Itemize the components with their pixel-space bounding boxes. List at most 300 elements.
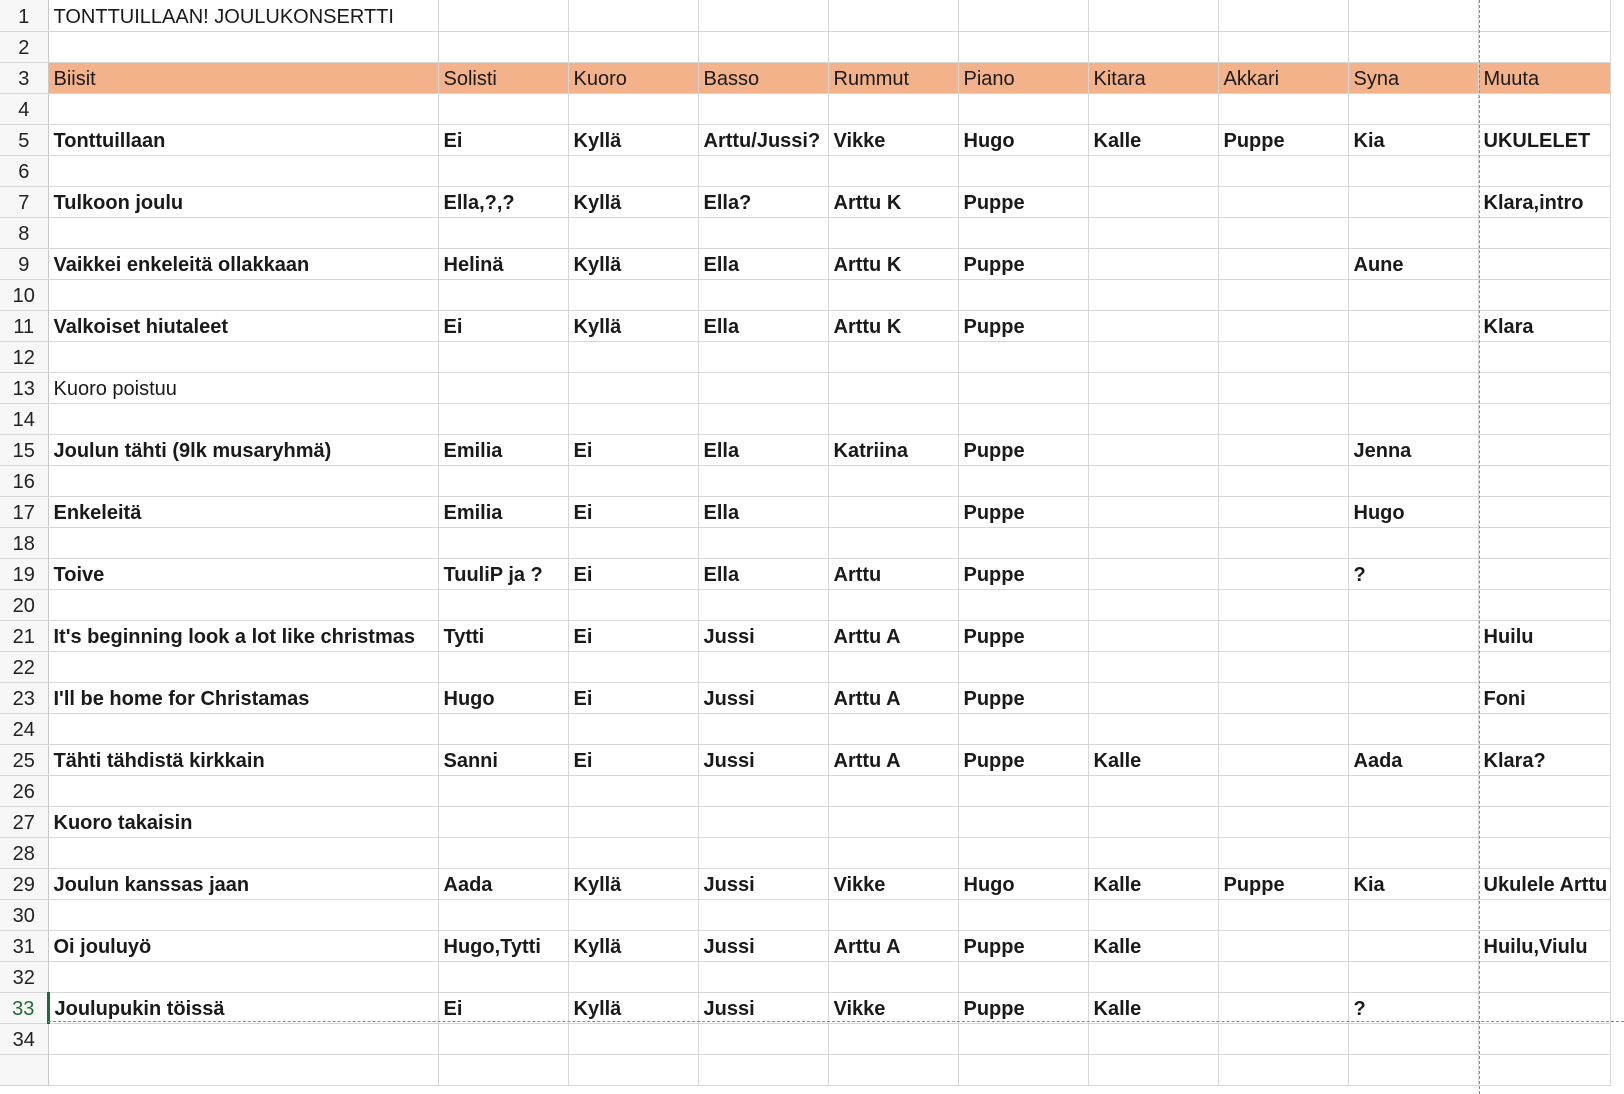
row-number[interactable]: 27 <box>0 806 48 837</box>
sheet-cell[interactable] <box>438 527 568 558</box>
sheet-cell[interactable] <box>828 155 958 186</box>
sheet-cell[interactable] <box>568 0 698 31</box>
row-number[interactable]: 22 <box>0 651 48 682</box>
sheet-cell[interactable] <box>438 31 568 62</box>
sheet-cell[interactable]: Vikke <box>828 124 958 155</box>
sheet-cell[interactable] <box>1218 0 1348 31</box>
sheet-cell[interactable] <box>958 217 1088 248</box>
sheet-cell[interactable] <box>568 527 698 558</box>
sheet-cell[interactable] <box>1348 310 1478 341</box>
song-cell[interactable]: Enkeleitä <box>48 496 438 527</box>
sheet-cell[interactable] <box>1478 1054 1610 1085</box>
song-cell[interactable] <box>48 713 438 744</box>
sheet-cell[interactable] <box>828 1023 958 1054</box>
sheet-cell[interactable]: Jussi <box>698 682 828 713</box>
song-cell[interactable] <box>48 775 438 806</box>
row-number[interactable]: 23 <box>0 682 48 713</box>
sheet-cell[interactable]: Muuta <box>1478 62 1610 93</box>
sheet-cell[interactable] <box>1218 279 1348 310</box>
song-cell[interactable] <box>48 1054 438 1085</box>
sheet-cell[interactable] <box>1088 0 1218 31</box>
sheet-cell[interactable] <box>1478 806 1610 837</box>
song-cell[interactable]: Biisit <box>48 62 438 93</box>
sheet-cell[interactable] <box>1348 806 1478 837</box>
sheet-cell[interactable] <box>1478 651 1610 682</box>
song-cell[interactable] <box>48 1023 438 1054</box>
sheet-cell[interactable]: Ukulele Arttu <box>1478 868 1610 899</box>
sheet-cell[interactable] <box>568 403 698 434</box>
row-number[interactable]: 24 <box>0 713 48 744</box>
sheet-cell[interactable]: Puppe <box>1218 868 1348 899</box>
sheet-cell[interactable]: UKULELET <box>1478 124 1610 155</box>
sheet-cell[interactable]: Klara <box>1478 310 1610 341</box>
sheet-cell[interactable] <box>1478 775 1610 806</box>
sheet-cell[interactable]: Kyllä <box>568 992 698 1023</box>
sheet-cell[interactable] <box>1348 930 1478 961</box>
song-cell[interactable]: Valkoiset hiutaleet <box>48 310 438 341</box>
song-cell[interactable] <box>48 837 438 868</box>
sheet-cell[interactable] <box>1478 713 1610 744</box>
sheet-cell[interactable] <box>1088 1023 1218 1054</box>
sheet-cell[interactable] <box>1218 992 1348 1023</box>
sheet-cell[interactable]: Rummut <box>828 62 958 93</box>
song-cell[interactable] <box>48 961 438 992</box>
sheet-cell[interactable]: Kyllä <box>568 124 698 155</box>
sheet-cell[interactable] <box>1478 434 1610 465</box>
sheet-cell[interactable] <box>1478 837 1610 868</box>
sheet-cell[interactable] <box>438 713 568 744</box>
row-number[interactable]: 2 <box>0 31 48 62</box>
sheet-cell[interactable]: Kalle <box>1088 992 1218 1023</box>
sheet-cell[interactable]: Katriina <box>828 434 958 465</box>
song-cell[interactable]: Joulun kanssas jaan <box>48 868 438 899</box>
sheet-cell[interactable] <box>1218 589 1348 620</box>
sheet-cell[interactable]: ? <box>1348 558 1478 589</box>
sheet-cell[interactable]: Puppe <box>958 558 1088 589</box>
sheet-cell[interactable] <box>1348 1054 1478 1085</box>
sheet-cell[interactable] <box>1478 961 1610 992</box>
sheet-cell[interactable] <box>438 961 568 992</box>
sheet-cell[interactable]: Emilia <box>438 434 568 465</box>
sheet-cell[interactable] <box>1088 651 1218 682</box>
row-number[interactable]: 5 <box>0 124 48 155</box>
sheet-cell[interactable] <box>1088 186 1218 217</box>
sheet-cell[interactable] <box>1218 186 1348 217</box>
sheet-cell[interactable] <box>1088 496 1218 527</box>
sheet-cell[interactable] <box>1088 372 1218 403</box>
sheet-cell[interactable] <box>438 341 568 372</box>
sheet-cell[interactable]: Jussi <box>698 930 828 961</box>
sheet-cell[interactable] <box>568 155 698 186</box>
sheet-cell[interactable] <box>568 341 698 372</box>
sheet-cell[interactable] <box>828 217 958 248</box>
sheet-cell[interactable] <box>698 372 828 403</box>
sheet-cell[interactable] <box>1478 558 1610 589</box>
sheet-cell[interactable] <box>1088 682 1218 713</box>
sheet-cell[interactable] <box>828 589 958 620</box>
sheet-cell[interactable] <box>1218 248 1348 279</box>
sheet-cell[interactable] <box>1348 682 1478 713</box>
sheet-cell[interactable] <box>1088 558 1218 589</box>
sheet-cell[interactable]: Huilu <box>1478 620 1610 651</box>
sheet-cell[interactable] <box>1088 465 1218 496</box>
sheet-cell[interactable] <box>1348 31 1478 62</box>
sheet-cell[interactable] <box>568 589 698 620</box>
sheet-cell[interactable] <box>958 899 1088 930</box>
sheet-cell[interactable] <box>828 837 958 868</box>
sheet-cell[interactable] <box>1088 310 1218 341</box>
sheet-cell[interactable] <box>698 465 828 496</box>
sheet-cell[interactable] <box>438 0 568 31</box>
song-cell[interactable] <box>48 403 438 434</box>
sheet-cell[interactable] <box>1348 1023 1478 1054</box>
sheet-cell[interactable] <box>438 806 568 837</box>
song-cell[interactable]: Joulupukin töissä <box>48 992 438 1023</box>
sheet-cell[interactable] <box>1218 496 1348 527</box>
sheet-cell[interactable]: Ei <box>438 310 568 341</box>
song-cell[interactable] <box>48 589 438 620</box>
song-cell[interactable] <box>48 155 438 186</box>
sheet-cell[interactable] <box>1478 372 1610 403</box>
sheet-cell[interactable]: Puppe <box>958 186 1088 217</box>
sheet-cell[interactable]: TuuliP ja ? <box>438 558 568 589</box>
sheet-cell[interactable] <box>958 775 1088 806</box>
sheet-cell[interactable] <box>698 775 828 806</box>
sheet-cell[interactable] <box>438 465 568 496</box>
sheet-cell[interactable]: Jussi <box>698 620 828 651</box>
sheet-cell[interactable] <box>1348 341 1478 372</box>
sheet-cell[interactable] <box>1218 372 1348 403</box>
row-number[interactable]: 26 <box>0 775 48 806</box>
sheet-cell[interactable]: Ella <box>698 310 828 341</box>
sheet-cell[interactable] <box>958 961 1088 992</box>
sheet-cell[interactable] <box>1088 403 1218 434</box>
sheet-cell[interactable] <box>1088 713 1218 744</box>
sheet-cell[interactable]: Ei <box>568 620 698 651</box>
sheet-cell[interactable] <box>438 217 568 248</box>
row-number[interactable]: 4 <box>0 93 48 124</box>
sheet-cell[interactable]: Ei <box>568 682 698 713</box>
sheet-cell[interactable] <box>1478 899 1610 930</box>
song-cell[interactable]: Joulun tähti (9lk musaryhmä) <box>48 434 438 465</box>
sheet-cell[interactable] <box>698 837 828 868</box>
sheet-cell[interactable]: Jussi <box>698 992 828 1023</box>
sheet-cell[interactable]: Solisti <box>438 62 568 93</box>
row-number[interactable]: 17 <box>0 496 48 527</box>
sheet-cell[interactable] <box>1348 837 1478 868</box>
song-cell[interactable] <box>48 31 438 62</box>
sheet-cell[interactable] <box>438 837 568 868</box>
row-number[interactable]: 21 <box>0 620 48 651</box>
sheet-cell[interactable] <box>1218 837 1348 868</box>
sheet-cell[interactable] <box>568 1023 698 1054</box>
sheet-cell[interactable] <box>1218 930 1348 961</box>
sheet-cell[interactable]: Kia <box>1348 124 1478 155</box>
song-cell[interactable]: TONTTUILLAAN! JOULUKONSERTTI <box>48 0 438 31</box>
song-cell[interactable]: Tonttuillaan <box>48 124 438 155</box>
row-number[interactable]: 20 <box>0 589 48 620</box>
sheet-cell[interactable]: Jussi <box>698 868 828 899</box>
sheet-cell[interactable]: Ei <box>568 744 698 775</box>
sheet-cell[interactable] <box>828 341 958 372</box>
sheet-cell[interactable]: Kyllä <box>568 868 698 899</box>
sheet-cell[interactable] <box>698 279 828 310</box>
sheet-cell[interactable] <box>568 279 698 310</box>
sheet-cell[interactable] <box>568 775 698 806</box>
song-cell[interactable] <box>48 217 438 248</box>
sheet-cell[interactable]: Puppe <box>958 496 1088 527</box>
sheet-cell[interactable]: Vikke <box>828 868 958 899</box>
row-number[interactable]: 25 <box>0 744 48 775</box>
sheet-cell[interactable] <box>1218 1054 1348 1085</box>
sheet-cell[interactable] <box>438 279 568 310</box>
sheet-cell[interactable] <box>1348 217 1478 248</box>
sheet-cell[interactable] <box>438 651 568 682</box>
sheet-cell[interactable]: Puppe <box>958 992 1088 1023</box>
row-number[interactable]: 28 <box>0 837 48 868</box>
sheet-cell[interactable] <box>568 31 698 62</box>
sheet-cell[interactable]: Arttu K <box>828 186 958 217</box>
sheet-cell[interactable]: Hugo <box>958 868 1088 899</box>
sheet-cell[interactable]: Ella <box>698 496 828 527</box>
sheet-cell[interactable] <box>1478 496 1610 527</box>
sheet-cell[interactable] <box>958 341 1088 372</box>
sheet-cell[interactable] <box>828 651 958 682</box>
sheet-cell[interactable] <box>1478 93 1610 124</box>
row-number[interactable]: 13 <box>0 372 48 403</box>
sheet-cell[interactable]: Kia <box>1348 868 1478 899</box>
sheet-cell[interactable]: Huilu,Viulu <box>1478 930 1610 961</box>
sheet-cell[interactable]: Ella <box>698 558 828 589</box>
sheet-cell[interactable]: Kyllä <box>568 186 698 217</box>
row-number[interactable] <box>0 1054 48 1085</box>
sheet-cell[interactable]: Kitara <box>1088 62 1218 93</box>
row-number[interactable]: 10 <box>0 279 48 310</box>
sheet-cell[interactable]: ? <box>1348 992 1478 1023</box>
sheet-cell[interactable] <box>1088 341 1218 372</box>
sheet-cell[interactable]: Ei <box>438 124 568 155</box>
sheet-cell[interactable]: Arttu K <box>828 310 958 341</box>
sheet-cell[interactable] <box>1088 961 1218 992</box>
row-number[interactable]: 8 <box>0 217 48 248</box>
sheet-cell[interactable]: Ella <box>698 434 828 465</box>
sheet-cell[interactable]: Puppe <box>1218 124 1348 155</box>
sheet-cell[interactable] <box>1088 217 1218 248</box>
sheet-cell[interactable]: Tytti <box>438 620 568 651</box>
row-number[interactable]: 12 <box>0 341 48 372</box>
sheet-cell[interactable] <box>438 589 568 620</box>
sheet-cell[interactable] <box>698 31 828 62</box>
sheet-cell[interactable]: Sanni <box>438 744 568 775</box>
sheet-cell[interactable]: Arttu A <box>828 744 958 775</box>
row-number[interactable]: 7 <box>0 186 48 217</box>
sheet-cell[interactable] <box>958 837 1088 868</box>
sheet-cell[interactable] <box>1478 217 1610 248</box>
sheet-cell[interactable] <box>1088 279 1218 310</box>
sheet-cell[interactable] <box>568 899 698 930</box>
sheet-cell[interactable] <box>958 527 1088 558</box>
sheet-cell[interactable] <box>698 1023 828 1054</box>
song-cell[interactable]: It's beginning look a lot like christmas <box>48 620 438 651</box>
sheet-cell[interactable] <box>828 279 958 310</box>
song-cell[interactable] <box>48 341 438 372</box>
sheet-cell[interactable] <box>1218 651 1348 682</box>
sheet-cell[interactable]: Basso <box>698 62 828 93</box>
sheet-cell[interactable]: Emilia <box>438 496 568 527</box>
row-number[interactable]: 16 <box>0 465 48 496</box>
sheet-cell[interactable]: Klara? <box>1478 744 1610 775</box>
sheet-cell[interactable] <box>828 496 958 527</box>
sheet-cell[interactable] <box>698 341 828 372</box>
sheet-cell[interactable] <box>1348 651 1478 682</box>
sheet-cell[interactable] <box>1348 961 1478 992</box>
row-number[interactable]: 31 <box>0 930 48 961</box>
sheet-cell[interactable] <box>1478 279 1610 310</box>
sheet-cell[interactable] <box>1088 31 1218 62</box>
sheet-cell[interactable] <box>958 651 1088 682</box>
sheet-cell[interactable] <box>568 806 698 837</box>
song-cell[interactable]: Tulkoon joulu <box>48 186 438 217</box>
sheet-cell[interactable] <box>828 465 958 496</box>
sheet-cell[interactable]: Puppe <box>958 682 1088 713</box>
sheet-cell[interactable]: Ella <box>698 248 828 279</box>
sheet-cell[interactable]: Puppe <box>958 620 1088 651</box>
sheet-cell[interactable]: Klara,intro <box>1478 186 1610 217</box>
sheet-cell[interactable]: Puppe <box>958 930 1088 961</box>
sheet-cell[interactable] <box>438 93 568 124</box>
song-cell[interactable]: Toive <box>48 558 438 589</box>
sheet-cell[interactable] <box>438 372 568 403</box>
sheet-cell[interactable] <box>958 372 1088 403</box>
sheet-cell[interactable]: Kyllä <box>568 248 698 279</box>
sheet-cell[interactable] <box>438 403 568 434</box>
sheet-cell[interactable] <box>698 1054 828 1085</box>
sheet-cell[interactable] <box>438 1054 568 1085</box>
sheet-cell[interactable] <box>1348 713 1478 744</box>
song-cell[interactable]: Tähti tähdistä kirkkain <box>48 744 438 775</box>
sheet-cell[interactable] <box>958 155 1088 186</box>
row-number[interactable]: 34 <box>0 1023 48 1054</box>
sheet-cell[interactable]: Foni <box>1478 682 1610 713</box>
sheet-cell[interactable] <box>1218 93 1348 124</box>
sheet-cell[interactable] <box>698 155 828 186</box>
song-cell[interactable] <box>48 93 438 124</box>
sheet-cell[interactable] <box>828 899 958 930</box>
sheet-cell[interactable] <box>828 31 958 62</box>
sheet-cell[interactable] <box>1478 341 1610 372</box>
sheet-cell[interactable] <box>1478 155 1610 186</box>
sheet-cell[interactable]: Kuoro <box>568 62 698 93</box>
song-cell[interactable] <box>48 527 438 558</box>
sheet-cell[interactable] <box>958 1054 1088 1085</box>
sheet-cell[interactable] <box>698 93 828 124</box>
song-cell[interactable]: Oi jouluyö <box>48 930 438 961</box>
sheet-cell[interactable]: Arttu <box>828 558 958 589</box>
sheet-cell[interactable]: Kyllä <box>568 310 698 341</box>
sheet-cell[interactable] <box>828 961 958 992</box>
sheet-cell[interactable] <box>958 465 1088 496</box>
sheet-cell[interactable] <box>568 1054 698 1085</box>
sheet-cell[interactable] <box>1348 155 1478 186</box>
sheet-cell[interactable] <box>1218 1023 1348 1054</box>
sheet-cell[interactable] <box>958 589 1088 620</box>
song-cell[interactable]: Kuoro poistuu <box>48 372 438 403</box>
sheet-cell[interactable]: Helinä <box>438 248 568 279</box>
sheet-cell[interactable] <box>1348 465 1478 496</box>
song-cell[interactable] <box>48 465 438 496</box>
sheet-cell[interactable] <box>1218 434 1348 465</box>
sheet-cell[interactable] <box>1218 310 1348 341</box>
sheet-cell[interactable] <box>1348 527 1478 558</box>
sheet-cell[interactable] <box>698 899 828 930</box>
sheet-cell[interactable] <box>958 0 1088 31</box>
sheet-cell[interactable] <box>698 217 828 248</box>
sheet-cell[interactable] <box>1478 0 1610 31</box>
song-cell[interactable]: I'll be home for Christamas <box>48 682 438 713</box>
sheet-cell[interactable]: Aada <box>438 868 568 899</box>
sheet-cell[interactable] <box>828 0 958 31</box>
sheet-cell[interactable] <box>1218 744 1348 775</box>
row-number[interactable]: 9 <box>0 248 48 279</box>
sheet-cell[interactable] <box>1218 31 1348 62</box>
row-number[interactable]: 6 <box>0 155 48 186</box>
sheet-cell[interactable] <box>698 651 828 682</box>
sheet-cell[interactable]: Kalle <box>1088 868 1218 899</box>
row-number[interactable]: 33 <box>0 992 48 1023</box>
song-cell[interactable] <box>48 651 438 682</box>
sheet-cell[interactable]: Puppe <box>958 744 1088 775</box>
sheet-cell[interactable]: Puppe <box>958 310 1088 341</box>
sheet-cell[interactable] <box>1218 620 1348 651</box>
sheet-cell[interactable] <box>1088 837 1218 868</box>
sheet-cell[interactable] <box>568 837 698 868</box>
sheet-cell[interactable] <box>1478 31 1610 62</box>
song-cell[interactable] <box>48 899 438 930</box>
sheet-cell[interactable] <box>1348 620 1478 651</box>
sheet-cell[interactable] <box>1348 899 1478 930</box>
sheet-cell[interactable] <box>1088 155 1218 186</box>
sheet-cell[interactable] <box>828 527 958 558</box>
sheet-cell[interactable] <box>1218 527 1348 558</box>
sheet-cell[interactable] <box>698 713 828 744</box>
sheet-cell[interactable] <box>1218 806 1348 837</box>
song-cell[interactable]: Vaikkei enkeleitä ollakkaan <box>48 248 438 279</box>
sheet-cell[interactable] <box>438 775 568 806</box>
sheet-cell[interactable]: Jussi <box>698 744 828 775</box>
sheet-cell[interactable] <box>1478 1023 1610 1054</box>
row-number[interactable]: 11 <box>0 310 48 341</box>
sheet-cell[interactable] <box>1348 372 1478 403</box>
sheet-cell[interactable] <box>958 713 1088 744</box>
sheet-cell[interactable] <box>828 713 958 744</box>
sheet-cell[interactable]: Kalle <box>1088 744 1218 775</box>
sheet-cell[interactable]: Ella,?,? <box>438 186 568 217</box>
sheet-cell[interactable] <box>1348 279 1478 310</box>
sheet-cell[interactable] <box>1348 93 1478 124</box>
sheet-cell[interactable]: Jenna <box>1348 434 1478 465</box>
sheet-cell[interactable] <box>568 217 698 248</box>
sheet-cell[interactable] <box>1218 899 1348 930</box>
sheet-cell[interactable] <box>1348 775 1478 806</box>
sheet-cell[interactable] <box>568 372 698 403</box>
sheet-cell[interactable] <box>958 1023 1088 1054</box>
sheet-cell[interactable] <box>698 527 828 558</box>
sheet-cell[interactable] <box>958 93 1088 124</box>
sheet-cell[interactable] <box>828 403 958 434</box>
sheet-cell[interactable] <box>1088 248 1218 279</box>
sheet-cell[interactable]: Ei <box>568 434 698 465</box>
sheet-cell[interactable]: Hugo <box>438 682 568 713</box>
